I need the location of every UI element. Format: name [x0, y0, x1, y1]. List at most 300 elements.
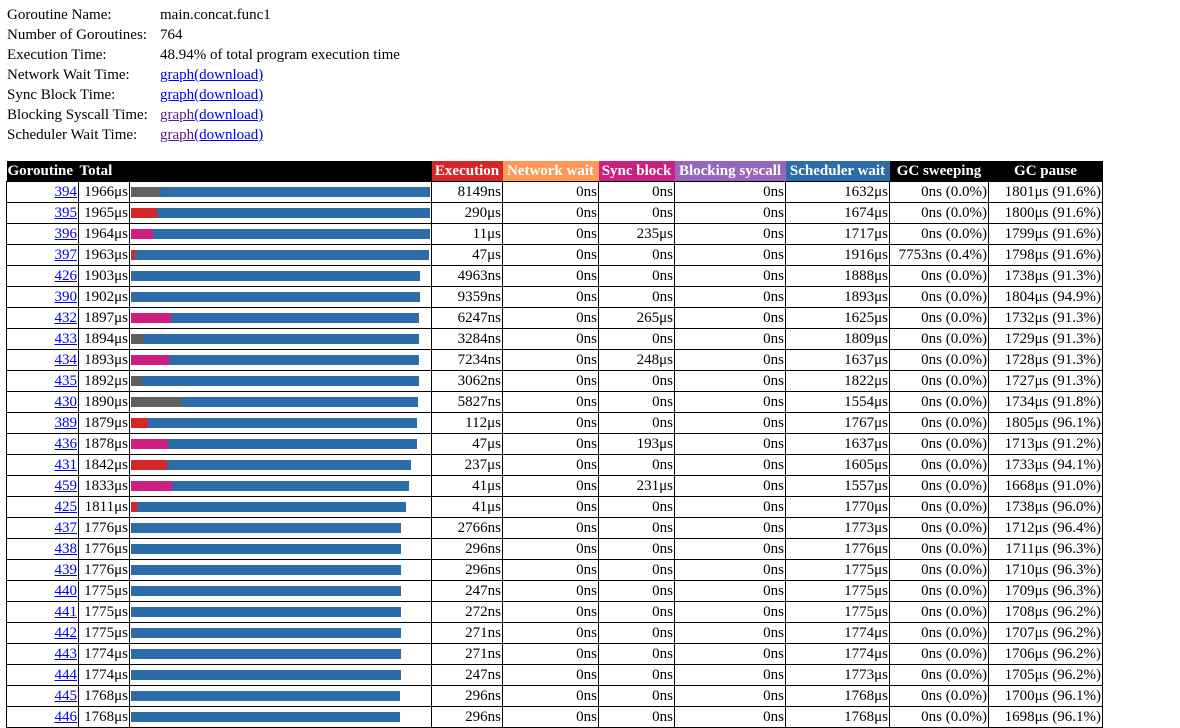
blocking-syscall-cell: 0ns [675, 371, 786, 392]
time-breakdown-bar-cell [130, 518, 432, 539]
execution-time-cell: 272ns [432, 602, 503, 623]
gc-pause-cell: 1712μs (96.4%) [989, 518, 1103, 539]
gc-sweeping-cell: 0ns (0.0%) [890, 203, 989, 224]
blocking-syscall-cell: 0ns [675, 329, 786, 350]
goroutine-id-link[interactable]: 441 [54, 603, 77, 620]
time-breakdown-bar [131, 208, 431, 218]
goroutine-id-cell [7, 203, 79, 224]
table-row [7, 287, 1103, 308]
execution-time-cell: 47μs [432, 245, 503, 266]
bar-segment-execution [131, 460, 167, 470]
network-wait-cell: 0ns [503, 371, 599, 392]
summary-row-count [7, 25, 400, 45]
goroutine-id-cell [7, 224, 79, 245]
goroutine-name-label: Goroutine Name: [7, 7, 112, 23]
table-row [7, 245, 1103, 266]
gc-sweeping-cell: 0ns (0.0%) [890, 623, 989, 644]
network-wait-cell: 0ns [503, 203, 599, 224]
goroutine-id-link[interactable]: 436 [54, 435, 77, 452]
goroutine-id-cell [7, 308, 79, 329]
time-breakdown-bar-cell [130, 182, 432, 203]
header-sync-block[interactable]: Sync block [599, 161, 675, 182]
time-breakdown-bar [131, 229, 431, 239]
network-wait-links [160, 65, 400, 85]
gc-sweeping-cell: 0ns (0.0%) [890, 602, 989, 623]
bar-segment-execution [131, 418, 148, 428]
gc-pause-cell: 1804μs (94.9%) [989, 287, 1103, 308]
bar-segment-scheduler [131, 691, 400, 701]
time-breakdown-bar-cell [130, 266, 432, 287]
blocking-syscall-cell: 0ns [675, 581, 786, 602]
scheduler-wait-cell: 1637μs [786, 434, 890, 455]
time-breakdown-bar-cell [130, 434, 432, 455]
blocking-syscall-cell: 0ns [675, 602, 786, 623]
time-breakdown-bar-cell [130, 392, 432, 413]
goroutine-id-cell [7, 686, 79, 707]
time-breakdown-bar-cell [130, 371, 432, 392]
time-breakdown-bar-cell [130, 686, 432, 707]
bar-segment-scheduler [167, 460, 411, 470]
bar-segment-scheduler [131, 544, 401, 554]
sync-block-cell: 0ns [599, 329, 675, 350]
goroutine-id-link[interactable]: 432 [54, 309, 77, 326]
network-wait-cell: 0ns [503, 518, 599, 539]
sync-block-cell: 0ns [599, 203, 675, 224]
gc-pause-cell: 1738μs (91.3%) [989, 266, 1103, 287]
gc-sweeping-cell: 0ns (0.0%) [890, 182, 989, 203]
total-time-cell: 1833μs [79, 476, 130, 497]
goroutine-id-cell [7, 644, 79, 665]
goroutine-id-link[interactable]: 435 [54, 372, 77, 389]
execution-time-cell: 11μs [432, 224, 503, 245]
sync-block-cell: 0ns [599, 497, 675, 518]
table-row [7, 203, 1103, 224]
blocking-syscall-cell: 0ns [675, 350, 786, 371]
gc-pause-cell: 1798μs (91.6%) [989, 245, 1103, 266]
bar-segment-scheduler [131, 586, 401, 596]
execution-time-cell: 3284ns [432, 329, 503, 350]
goroutine-id-cell [7, 371, 79, 392]
scheduler-wait-cell: 1770μs [786, 497, 890, 518]
bar-segment-scheduler [153, 229, 430, 239]
goroutine-id-link[interactable]: 430 [54, 393, 77, 410]
header-gc-sweeping[interactable]: GC sweeping [890, 161, 989, 182]
scheduler-wait-cell: 1893μs [786, 287, 890, 308]
gc-pause-cell: 1708μs (96.2%) [989, 602, 1103, 623]
gc-sweeping-cell: 0ns (0.0%) [890, 518, 989, 539]
goroutine-id-cell [7, 266, 79, 287]
goroutine-id-link[interactable]: 396 [54, 225, 77, 242]
bar-segment-gc [131, 334, 144, 344]
blocking-syscall-cell: 0ns [675, 455, 786, 476]
gc-pause-cell: 1711μs (96.3%) [989, 539, 1103, 560]
bar-segment-scheduler [135, 250, 429, 260]
gc-sweeping-cell: 0ns (0.0%) [890, 287, 989, 308]
total-time-cell: 1894μs [79, 329, 130, 350]
header-execution[interactable]: Execution [432, 161, 503, 182]
time-breakdown-bar-cell [130, 413, 432, 434]
goroutine-id-cell [7, 455, 79, 476]
total-time-cell: 1966μs [79, 182, 130, 203]
execution-time-cell: 4963ns [432, 266, 503, 287]
scheduler-wait-cell: 1774μs [786, 644, 890, 665]
gc-pause-cell: 1706μs (96.2%) [989, 644, 1103, 665]
sync-block-cell: 265μs [599, 308, 675, 329]
time-breakdown-bar-cell [130, 644, 432, 665]
scheduler-wait-cell: 1768μs [786, 707, 890, 728]
execution-time-cell: 8149ns [432, 182, 503, 203]
execution-time-cell: 6247ns [432, 308, 503, 329]
scheduler-wait-cell: 1625μs [786, 308, 890, 329]
bar-segment-sync [131, 439, 168, 449]
goroutine-id-link[interactable]: 444 [54, 666, 77, 683]
sync-block-graph-link[interactable]: graph [160, 87, 195, 103]
gc-pause-cell: 1805μs (96.1%) [989, 413, 1103, 434]
execution-time-cell: 296ns [432, 707, 503, 728]
time-breakdown-bar [131, 628, 431, 638]
execution-time-cell: 296ns [432, 539, 503, 560]
bar-segment-scheduler [137, 502, 406, 512]
execution-time-cell: 47μs [432, 434, 503, 455]
time-breakdown-bar-cell [130, 623, 432, 644]
time-breakdown-bar-cell [130, 581, 432, 602]
execution-time-cell: 7234ns [432, 350, 503, 371]
bar-segment-sync [131, 481, 172, 491]
scheduler-wait-cell: 1605μs [786, 455, 890, 476]
total-time-cell: 1878μs [79, 434, 130, 455]
sync-block-cell: 0ns [599, 665, 675, 686]
blocking-syscall-cell: 0ns [675, 434, 786, 455]
table-row [7, 665, 1103, 686]
gc-sweeping-cell: 0ns (0.0%) [890, 497, 989, 518]
gc-sweeping-cell: 0ns (0.0%) [890, 434, 989, 455]
sync-block-cell: 0ns [599, 539, 675, 560]
time-breakdown-bar [131, 250, 431, 260]
goroutine-id-link[interactable]: 440 [54, 582, 77, 599]
bar-segment-scheduler [131, 523, 401, 533]
goroutine-id-cell [7, 665, 79, 686]
goroutine-id-cell [7, 413, 79, 434]
gc-pause-cell: 1801μs (91.6%) [989, 182, 1103, 203]
blocking-syscall-cell: 0ns [675, 392, 786, 413]
blocking-syscall-cell: 0ns [675, 518, 786, 539]
blocking-syscall-cell: 0ns [675, 686, 786, 707]
gc-sweeping-cell: 0ns (0.0%) [890, 665, 989, 686]
gc-sweeping-cell: 0ns (0.0%) [890, 350, 989, 371]
time-breakdown-bar [131, 502, 431, 512]
time-breakdown-bar-cell [130, 350, 432, 371]
gc-sweeping-cell: 0ns (0.0%) [890, 413, 989, 434]
sync-block-cell: 0ns [599, 581, 675, 602]
scheduler-wait-cell: 1773μs [786, 518, 890, 539]
goroutine-id-link[interactable]: 425 [54, 498, 77, 515]
sync-block-cell: 0ns [599, 182, 675, 203]
scheduler-wait-cell: 1775μs [786, 602, 890, 623]
scheduler-wait-cell: 1717μs [786, 224, 890, 245]
table-row [7, 581, 1103, 602]
blocking-syscall-cell: 0ns [675, 476, 786, 497]
gc-pause-cell: 1738μs (96.0%) [989, 497, 1103, 518]
sync-block-cell: 248μs [599, 350, 675, 371]
summary-row-name [7, 5, 400, 25]
table-row [7, 434, 1103, 455]
sync-block-cell: 231μs [599, 476, 675, 497]
summary-row-network [7, 65, 400, 85]
network-wait-download-link[interactable]: (download) [194, 67, 264, 83]
scheduler-wait-cell: 1632μs [786, 182, 890, 203]
bar-segment-scheduler [131, 628, 401, 638]
bar-segment-scheduler [131, 649, 401, 659]
bar-segment-scheduler [142, 376, 419, 386]
execution-time-value: 48.94% of total program execution time [160, 47, 400, 63]
goroutine-id-link[interactable]: 459 [54, 477, 77, 494]
gc-sweeping-cell: 0ns (0.0%) [890, 308, 989, 329]
bar-segment-gc [131, 376, 142, 386]
scheduler-wait-cell: 1888μs [786, 266, 890, 287]
gc-pause-cell: 1710μs (96.3%) [989, 560, 1103, 581]
goroutine-id-link[interactable]: 394 [54, 183, 77, 200]
gc-pause-cell: 1729μs (91.3%) [989, 329, 1103, 350]
blocking-syscall-cell: 0ns [675, 182, 786, 203]
blocking-syscall-cell: 0ns [675, 707, 786, 728]
network-wait-cell: 0ns [503, 581, 599, 602]
sync-block-cell: 0ns [599, 686, 675, 707]
bar-segment-scheduler [131, 712, 400, 722]
sync-block-cell: 0ns [599, 518, 675, 539]
blocking-syscall-graph-link[interactable]: graph [160, 107, 195, 123]
table-row [7, 224, 1103, 245]
sync-block-cell: 0ns [599, 245, 675, 266]
blocking-syscall-label: Blocking Syscall Time: [7, 107, 148, 123]
execution-time-label: Execution Time: [7, 47, 107, 63]
goroutine-id-link[interactable]: 431 [54, 456, 77, 473]
table-row [7, 497, 1103, 518]
blocking-syscall-cell: 0ns [675, 644, 786, 665]
total-time-cell: 1965μs [79, 203, 130, 224]
time-breakdown-bar [131, 691, 431, 701]
gc-sweeping-cell: 0ns (0.0%) [890, 266, 989, 287]
gc-sweeping-cell: 0ns (0.0%) [890, 560, 989, 581]
total-time-cell: 1774μs [79, 665, 130, 686]
gc-sweeping-cell: 0ns (0.0%) [890, 455, 989, 476]
goroutine-id-link[interactable]: 389 [54, 414, 77, 431]
goroutine-summary [7, 5, 400, 145]
scheduler-wait-cell: 1809μs [786, 329, 890, 350]
bar-segment-scheduler [131, 670, 401, 680]
goroutine-id-link[interactable]: 445 [54, 687, 77, 704]
network-wait-cell: 0ns [503, 476, 599, 497]
time-breakdown-bar [131, 355, 431, 365]
gc-pause-cell: 1700μs (96.1%) [989, 686, 1103, 707]
gc-sweeping-cell: 0ns (0.0%) [890, 224, 989, 245]
table-row [7, 518, 1103, 539]
blocking-syscall-cell: 0ns [675, 560, 786, 581]
time-breakdown-bar [131, 397, 431, 407]
total-time-cell: 1902μs [79, 287, 130, 308]
goroutine-id-link[interactable]: 390 [54, 288, 77, 305]
goroutine-id-link[interactable]: 438 [54, 540, 77, 557]
table-row [7, 392, 1103, 413]
sync-block-cell: 0ns [599, 455, 675, 476]
goroutine-id-link[interactable]: 439 [54, 561, 77, 578]
gc-pause-cell: 1732μs (91.3%) [989, 308, 1103, 329]
blocking-syscall-cell: 0ns [675, 497, 786, 518]
sync-block-links [160, 85, 400, 105]
goroutine-id-cell [7, 287, 79, 308]
total-time-cell: 1963μs [79, 245, 130, 266]
goroutine-table-body [7, 182, 1103, 728]
header-network-wait[interactable]: Network wait [503, 161, 599, 182]
execution-time-cell: 3062ns [432, 371, 503, 392]
gc-sweeping-cell: 0ns (0.0%) [890, 371, 989, 392]
execution-time-cell: 5827ns [432, 392, 503, 413]
time-breakdown-bar-cell [130, 224, 432, 245]
bar-segment-scheduler [168, 439, 417, 449]
goroutine-id-link[interactable]: 443 [54, 645, 77, 662]
goroutine-id-cell [7, 581, 79, 602]
network-wait-graph-link[interactable]: graph [160, 67, 195, 83]
scheduler-wait-cell: 1773μs [786, 665, 890, 686]
network-wait-cell: 0ns [503, 644, 599, 665]
scheduler-wait-cell: 1637μs [786, 350, 890, 371]
scheduler-wait-cell: 1554μs [786, 392, 890, 413]
sync-block-cell: 0ns [599, 266, 675, 287]
blocking-syscall-links [160, 105, 400, 125]
header-scheduler-wait[interactable]: Scheduler wait [786, 161, 890, 182]
total-time-cell: 1775μs [79, 602, 130, 623]
table-row [7, 560, 1103, 581]
time-breakdown-bar-cell [130, 203, 432, 224]
blocking-syscall-download-link[interactable]: (download) [194, 107, 264, 123]
table-row [7, 308, 1103, 329]
scheduler-wait-graph-link[interactable]: graph [160, 127, 195, 143]
execution-time-cell: 2766ns [432, 518, 503, 539]
table-row [7, 413, 1103, 434]
network-wait-cell: 0ns [503, 224, 599, 245]
execution-time-cell: 296ns [432, 560, 503, 581]
goroutine-id-link[interactable]: 434 [54, 351, 77, 368]
time-breakdown-bar-cell [130, 665, 432, 686]
table-row [7, 476, 1103, 497]
bar-segment-gc [131, 397, 182, 407]
goroutine-id-cell [7, 497, 79, 518]
total-time-cell: 1775μs [79, 623, 130, 644]
time-breakdown-bar [131, 418, 431, 428]
bar-segment-scheduler [171, 313, 419, 323]
time-breakdown-bar-cell [130, 560, 432, 581]
gc-sweeping-cell: 0ns (0.0%) [890, 476, 989, 497]
network-wait-cell: 0ns [503, 413, 599, 434]
gc-pause-cell: 1800μs (91.6%) [989, 203, 1103, 224]
goroutine-id-cell [7, 329, 79, 350]
goroutine-id-link[interactable]: 446 [54, 708, 77, 725]
goroutine-id-cell [7, 350, 79, 371]
header-total[interactable]: Total [79, 161, 130, 182]
network-wait-cell: 0ns [503, 623, 599, 644]
goroutine-id-cell [7, 476, 79, 497]
header-gc-pause[interactable]: GC pause [989, 161, 1103, 182]
time-breakdown-bar [131, 313, 431, 323]
total-time-cell: 1890μs [79, 392, 130, 413]
goroutine-id-cell [7, 245, 79, 266]
total-time-cell: 1775μs [79, 581, 130, 602]
time-breakdown-bar-cell [130, 245, 432, 266]
gc-sweeping-cell: 0ns (0.0%) [890, 329, 989, 350]
total-time-cell: 1776μs [79, 560, 130, 581]
goroutine-name-value: main.concat.func1 [160, 7, 271, 23]
total-time-cell: 1776μs [79, 539, 130, 560]
gc-pause-cell: 1727μs (91.3%) [989, 371, 1103, 392]
gc-sweeping-cell: 0ns (0.0%) [890, 539, 989, 560]
gc-sweeping-cell: 7753ns (0.4%) [890, 245, 989, 266]
execution-time-cell: 112μs [432, 413, 503, 434]
scheduler-wait-cell: 1916μs [786, 245, 890, 266]
table-row [7, 539, 1103, 560]
bar-segment-execution [131, 208, 157, 218]
network-wait-cell: 0ns [503, 455, 599, 476]
scheduler-wait-download-link[interactable]: (download) [194, 127, 264, 143]
goroutine-id-link[interactable]: 437 [54, 519, 77, 536]
network-wait-cell: 0ns [503, 497, 599, 518]
bar-segment-scheduler [131, 565, 401, 575]
time-breakdown-bar-cell [130, 539, 432, 560]
goroutine-count-value: 764 [160, 27, 183, 43]
network-wait-cell: 0ns [503, 266, 599, 287]
table-row [7, 602, 1103, 623]
scheduler-wait-cell: 1776μs [786, 539, 890, 560]
summary-row-exec [7, 45, 400, 65]
gc-pause-cell: 1707μs (96.2%) [989, 623, 1103, 644]
bar-segment-scheduler [148, 418, 417, 428]
gc-pause-cell: 1709μs (96.3%) [989, 581, 1103, 602]
bar-segment-scheduler [172, 481, 409, 491]
summary-row-scheduler [7, 125, 400, 145]
blocking-syscall-cell: 0ns [675, 203, 786, 224]
scheduler-wait-cell: 1767μs [786, 413, 890, 434]
scheduler-wait-cell: 1557μs [786, 476, 890, 497]
time-breakdown-bar [131, 334, 431, 344]
blocking-syscall-cell: 0ns [675, 224, 786, 245]
goroutine-id-link[interactable]: 426 [54, 267, 77, 284]
header-goroutine[interactable]: Goroutine [7, 161, 79, 182]
table-row [7, 182, 1103, 203]
blocking-syscall-cell: 0ns [675, 623, 786, 644]
network-wait-cell: 0ns [503, 560, 599, 581]
goroutine-id-cell [7, 392, 79, 413]
total-time-cell: 1768μs [79, 686, 130, 707]
goroutine-id-link[interactable]: 433 [54, 330, 77, 347]
goroutine-id-link[interactable]: 397 [54, 246, 77, 263]
time-breakdown-bar [131, 544, 431, 554]
sync-block-download-link[interactable]: (download) [194, 87, 264, 103]
scheduler-wait-cell: 1768μs [786, 686, 890, 707]
table-row [7, 623, 1103, 644]
goroutine-id-link[interactable]: 442 [54, 624, 77, 641]
goroutine-id-link[interactable]: 395 [54, 204, 77, 221]
scheduler-wait-cell: 1822μs [786, 371, 890, 392]
gc-pause-cell: 1728μs (91.3%) [989, 350, 1103, 371]
bar-segment-scheduler [157, 208, 430, 218]
time-breakdown-bar-cell [130, 455, 432, 476]
goroutine-count-label: Number of Goroutines: [7, 27, 147, 43]
network-wait-label: Network Wait Time: [7, 67, 130, 83]
header-blocking-syscall[interactable]: Blocking syscall [675, 161, 786, 182]
blocking-syscall-cell: 0ns [675, 308, 786, 329]
total-time-cell: 1879μs [79, 413, 130, 434]
table-row [7, 266, 1103, 287]
time-breakdown-bar [131, 586, 431, 596]
total-time-cell: 1811μs [79, 497, 130, 518]
